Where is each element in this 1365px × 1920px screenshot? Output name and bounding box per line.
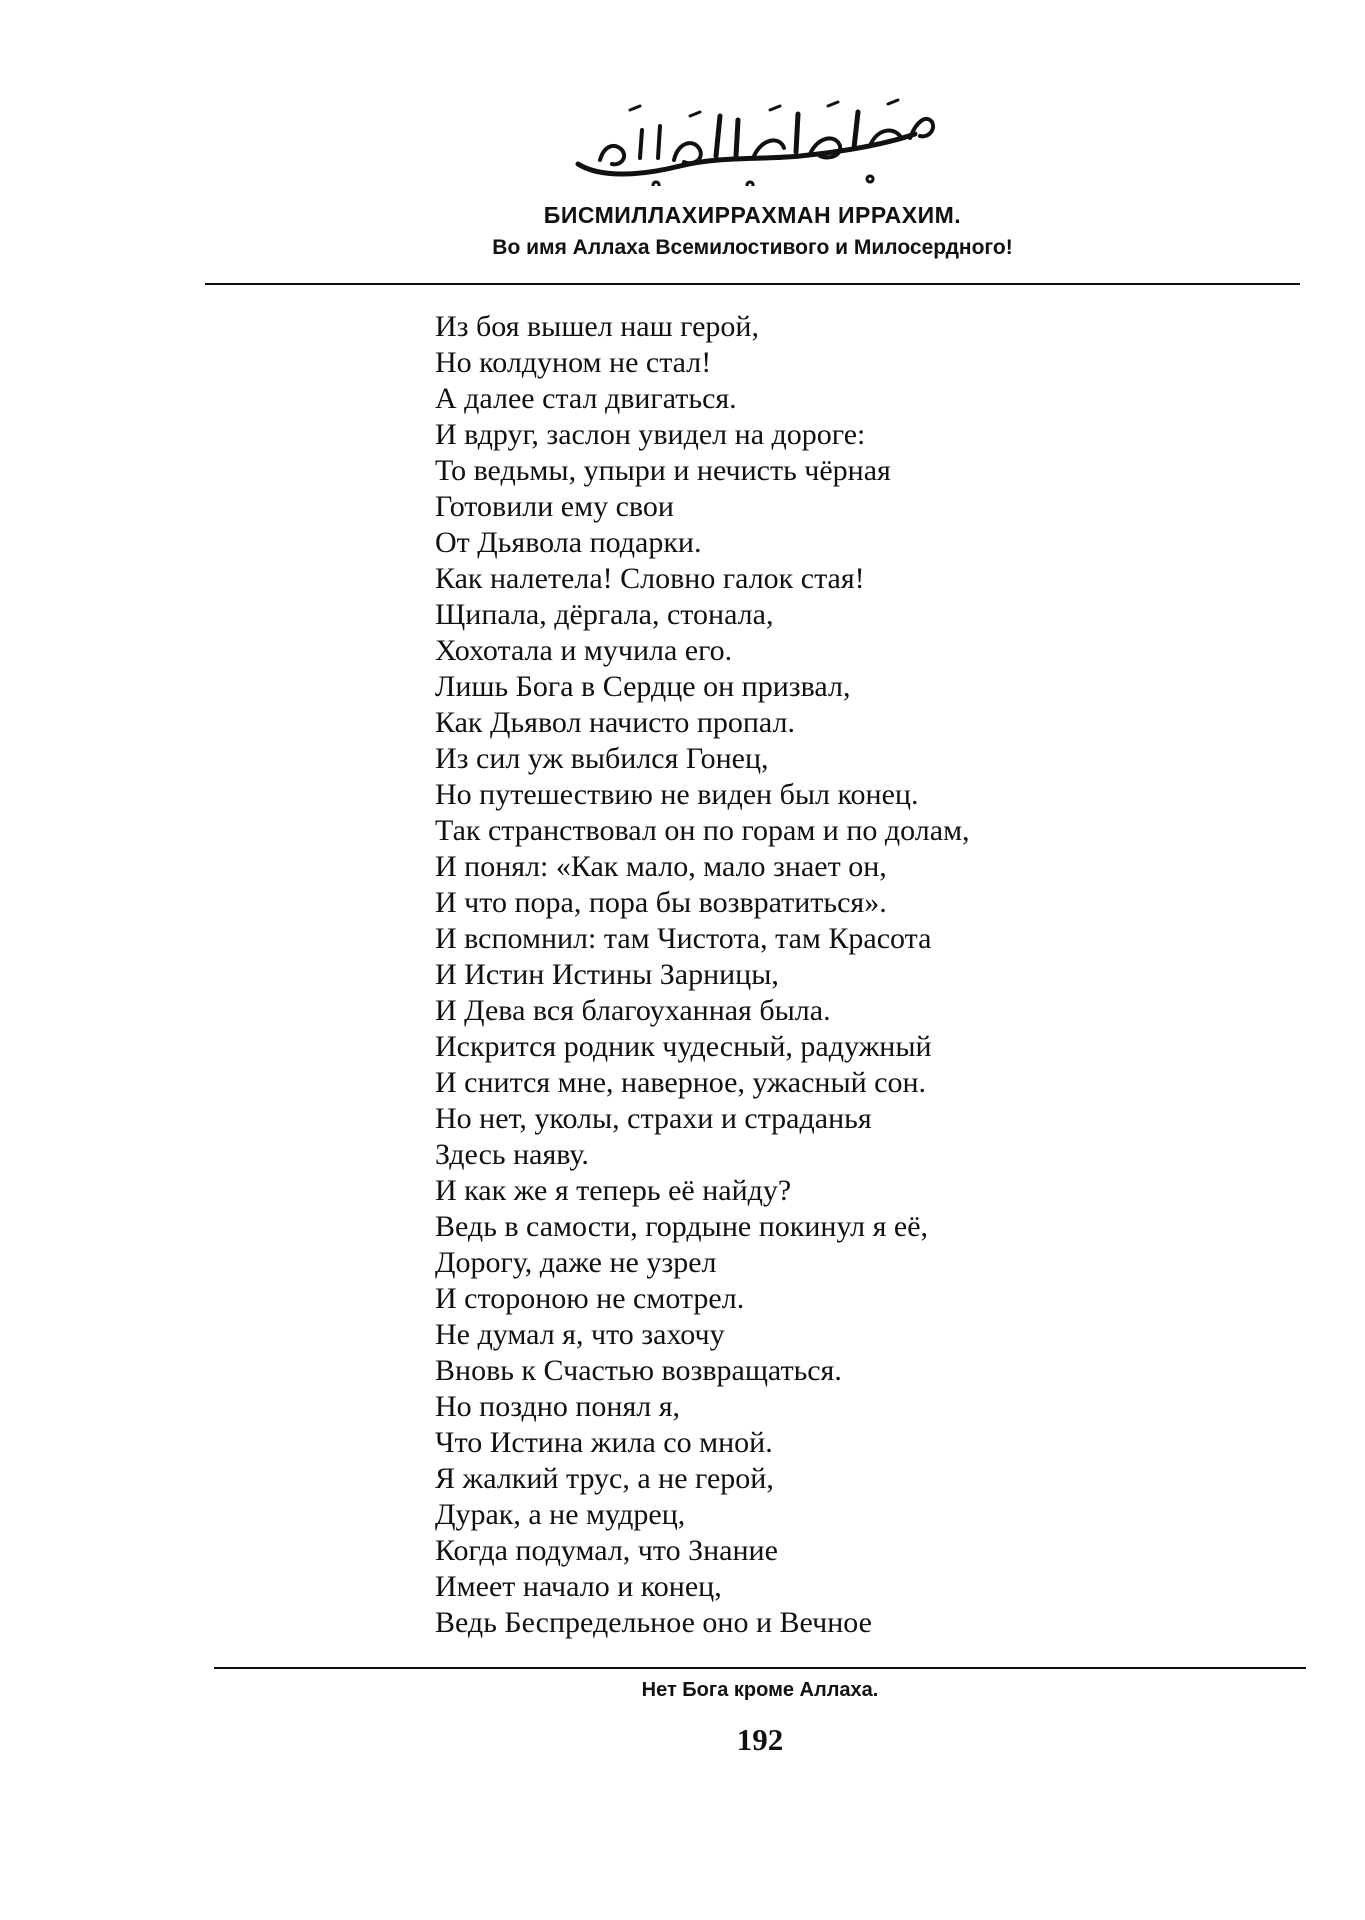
poem-line: Ведь Беспредельное оно и Вечное xyxy=(435,1606,872,1639)
poem-line: И Истин Истины Зарницы, xyxy=(435,958,779,991)
poem-line: Ведь в самости, гордыне покинул я её, xyxy=(435,1210,929,1243)
poem-line: И как же я теперь её найду? xyxy=(435,1174,792,1207)
bismillah-calligraphy-icon xyxy=(570,86,940,186)
poem-body xyxy=(435,309,1195,1641)
poem-line: И вдруг, заслон увидел на дороге: xyxy=(435,418,866,451)
poem-line: Имеет начало и конец, xyxy=(435,1570,722,1603)
poem-line: Я жалкий трус, а не герой, xyxy=(435,1462,774,1495)
poem-line: Но колдуном не стал! xyxy=(435,346,712,379)
poem-line: Здесь наяву. xyxy=(435,1138,589,1171)
footer-text: Нет Бога кроме Аллаха. xyxy=(641,1679,879,1701)
poem-line: Из сил уж выбился Гонец, xyxy=(435,742,769,775)
poem-line: Но нет, уколы, страхи и страданья xyxy=(435,1102,872,1135)
header-subtitle: Во имя Аллаха Всемилостивого и Милосердного! xyxy=(492,236,1013,259)
poem-line: И стороною не смотрел. xyxy=(435,1282,745,1315)
poem-line: И понял: «Как мало, мало знает он, xyxy=(435,850,887,883)
footer-divider xyxy=(214,1667,1306,1669)
poem-line: Как налетела! Словно галок стая! xyxy=(435,562,865,595)
poem-line: Щипала, дёргала, стонала, xyxy=(435,598,774,631)
poem-line: Хохотала и мучила его. xyxy=(435,634,733,667)
poem-line: И Дева вся благоуханная была. xyxy=(435,994,831,1027)
poem-line: Но путешествию не виден был конец. xyxy=(435,778,919,811)
poem-line: А далее стал двигаться. xyxy=(435,382,737,415)
poem-line: Готовили ему свои xyxy=(435,490,674,523)
header-title: БИСМИЛЛАХИРРАХМАН ИРРАХИМ. xyxy=(543,202,962,228)
poem-line: Как Дьявол начисто пропал. xyxy=(435,706,795,739)
poem-line: От Дьявола подарки. xyxy=(435,526,702,559)
poem-line: Из боя вышел наш герой, xyxy=(435,310,759,343)
poem-line: И снится мне, наверное, ужасный сон. xyxy=(435,1066,927,1099)
poem-line: Так странствовал он по горам и по долам, xyxy=(435,814,970,847)
poem-line: Что Истина жила со мной. xyxy=(435,1426,773,1459)
poem-line: Искрится родник чудесный, радужный xyxy=(435,1030,932,1063)
poem-line: И что пора, пора бы возвратиться». xyxy=(435,886,887,919)
page-number: 192 xyxy=(736,1722,784,1757)
poem-line: Не думал я, что захочу xyxy=(435,1318,725,1351)
poem-line: Дурак, а не мудрец, xyxy=(435,1498,686,1531)
poem-line: Когда подумал, что Знание xyxy=(435,1534,778,1567)
poem-line: И вспомнил: там Чистота, там Красота xyxy=(435,922,932,955)
poem-line: Лишь Бога в Сердце он призвал, xyxy=(435,670,851,703)
poem-line: Вновь к Счастью возвращаться. xyxy=(435,1354,842,1387)
poem-line: Но поздно понял я, xyxy=(435,1390,681,1423)
header-divider xyxy=(205,283,1300,285)
poem-line: Дорогу, даже не узрел xyxy=(435,1246,717,1279)
poem-line: То ведьмы, упыри и нечисть чёрная xyxy=(435,454,891,487)
